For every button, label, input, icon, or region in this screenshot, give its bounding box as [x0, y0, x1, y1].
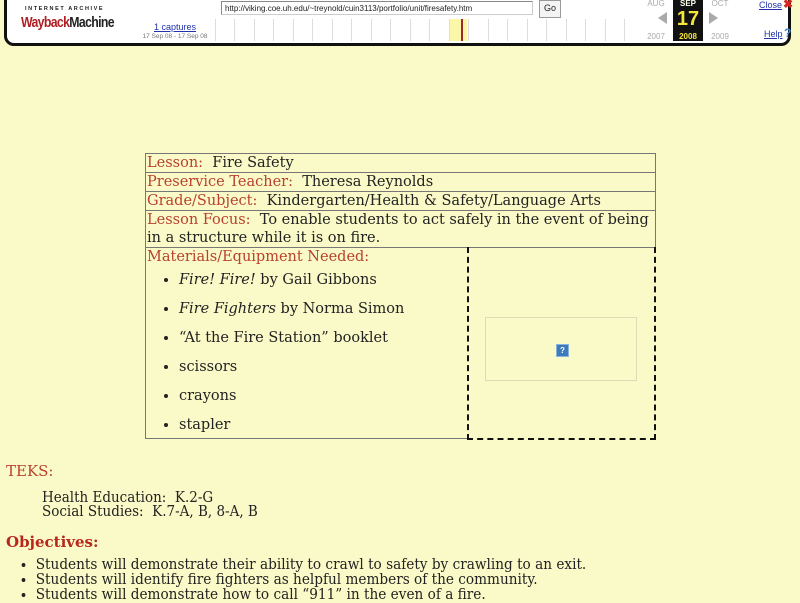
- calendar-nav: [641, 0, 741, 43]
- list-item: • Fire Fighters by Norma Simon: [179, 300, 467, 318]
- focus-row: [146, 211, 656, 248]
- image-cell: [468, 248, 655, 439]
- close-link[interactable]: Close: [759, 0, 783, 10]
- list-item: • Students will identify fire fighters as helpful members of the community.: [36, 573, 587, 588]
- broken-image: [485, 317, 637, 381]
- list-item: • Students will demonstrate how to call “911” in the even of a fire.: [36, 588, 587, 603]
- go-button[interactable]: Go: [539, 0, 561, 18]
- list-item: • “At the Fire Station” booklet: [179, 329, 467, 347]
- next-month[interactable]: OCT 2009: [711, 0, 729, 41]
- current-date: SEP 17 2008: [673, 0, 703, 41]
- captures-info: [135, 22, 215, 40]
- wayback-logo[interactable]: [21, 6, 114, 38]
- lesson-row: [146, 154, 656, 173]
- prev-month[interactable]: AUG 2007: [647, 0, 665, 41]
- grade-row: [146, 192, 656, 211]
- capture-marker[interactable]: [461, 19, 463, 41]
- list-item: • scissors: [179, 358, 467, 376]
- grade-value: Kindergarten/Health & Safety/Language Arts: [266, 193, 601, 209]
- teacher-value: Theresa Reynolds: [302, 174, 434, 190]
- close-icon[interactable]: ✖: [783, 0, 794, 11]
- materials-label: Materials/Equipment Needed:: [147, 249, 370, 265]
- logo-wayback: Wayback: [21, 14, 70, 31]
- wayback-toolbar: [4, 0, 794, 46]
- teacher-row: [146, 173, 656, 192]
- captures-link[interactable]: 1 captures: [153, 22, 197, 32]
- list-item: • Students will demonstrate their ability to crawl to safety by crawling to an exit.: [36, 558, 587, 573]
- captures-range: 17 Sep 08 - 17 Sep 08: [142, 33, 208, 40]
- capture-timeline[interactable]: [213, 19, 639, 41]
- materials-list: [147, 271, 467, 434]
- list-item: • stapler: [179, 416, 467, 434]
- teks-heading: TEKS:: [6, 462, 54, 480]
- lesson-value: Fire Safety: [212, 155, 294, 171]
- help-link[interactable]: Help: [764, 29, 783, 39]
- objectives-heading: Objectives:: [6, 533, 99, 551]
- logo-machine: Machine: [69, 14, 114, 31]
- teacher-label: Preservice Teacher:: [147, 174, 293, 190]
- current-year-highlight: [449, 19, 467, 41]
- focus-label: Lesson Focus:: [147, 212, 251, 228]
- list-item: • crayons: [179, 387, 467, 405]
- teks-social: Social Studies: K.7-A, B, 8-A, B: [42, 504, 258, 520]
- list-item: • Fire! Fire! by Gail Gibbons: [179, 271, 467, 289]
- help-icon[interactable]: ?: [784, 26, 792, 40]
- teks-body: [42, 491, 258, 519]
- objectives-list: [0, 558, 586, 603]
- url-input[interactable]: http://viking.coe.uh.edu/~treynold/cuin3113/portfolio/unit/firesafety.htm: [221, 1, 533, 15]
- internet-archive-label: INTERNET ARCHIVE: [25, 6, 105, 12]
- grade-label: Grade/Subject:: [147, 193, 258, 209]
- lesson-table: [145, 153, 656, 440]
- teks-health: Health Education: K.2-G: [42, 490, 214, 506]
- lesson-label: Lesson:: [147, 155, 204, 171]
- materials-row: [146, 248, 656, 439]
- prev-arrow-icon[interactable]: [658, 12, 667, 24]
- broken-image-icon: ?: [556, 344, 569, 357]
- focus-value: To enable students to act safely in the event of being in a structure while it is on fire.: [147, 212, 649, 246]
- next-arrow-icon[interactable]: [709, 12, 718, 24]
